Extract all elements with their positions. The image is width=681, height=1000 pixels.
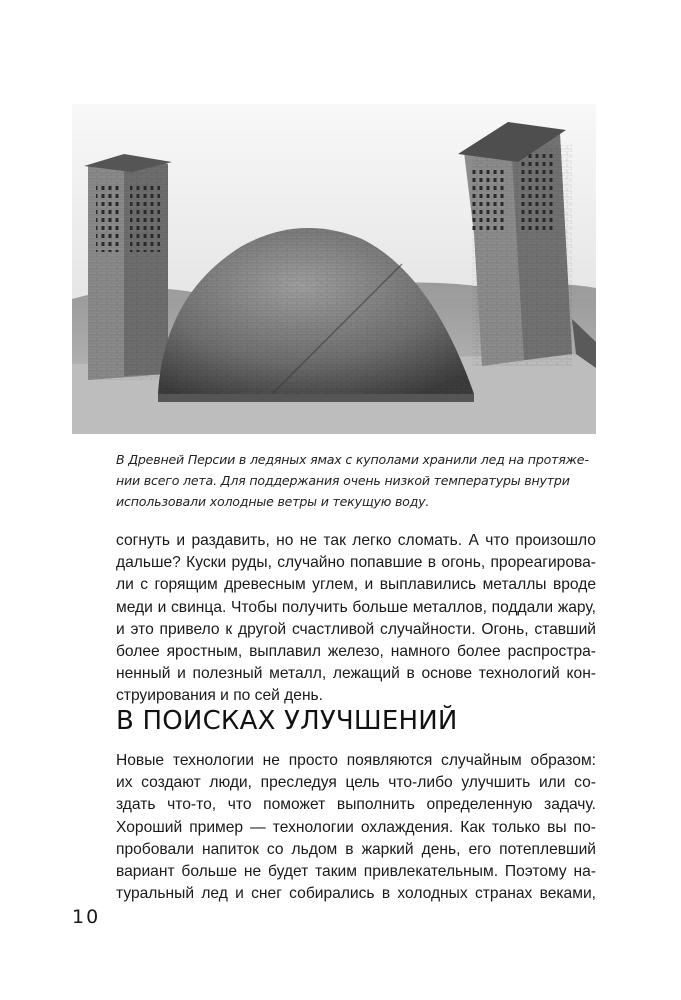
text-line: и это привело к другой счастливой случайности. Огонь, ставший xyxy=(116,620,596,638)
caption-line: нии всего лета. Для поддержания очень низкой температуры внутри xyxy=(116,473,570,488)
text-line: более яростным, выплавил железо, намного более распростра- xyxy=(116,643,596,661)
left-wind-tower xyxy=(84,154,172,380)
caption-line: В Древней Персии в ледяных ямах с куполами хранили лед на протяже- xyxy=(116,452,589,467)
text-line: их создают люди, преследуя цель что-либо улучшить или со- xyxy=(116,774,596,792)
text-line: туральный лед и снег собирались в холодных странах веками, xyxy=(116,885,596,903)
text-line: вариант больше не будет таким привлекательным. Поэтому на- xyxy=(116,863,596,881)
text-line: меди и свинца. Чтобы получить больше металлов, поддали жару, xyxy=(116,598,596,616)
text-line: пробовали напиток со льдом в жаркий день, его потеплевший xyxy=(116,840,596,858)
photo-caption xyxy=(116,449,596,512)
text-line: Хороший пример — технологии охлаждения. Как только вы по- xyxy=(116,818,596,836)
page-number: 10 xyxy=(72,906,101,928)
text-line: согнуть и раздавить, но не так легко сломать. А что произошло xyxy=(116,532,596,549)
paragraph-2 xyxy=(116,750,596,905)
text-line: струирования и по сей день. xyxy=(116,687,324,705)
section-heading: В ПОИСКАХ УЛУЧШЕНИЙ xyxy=(116,706,458,736)
text-line: ненный и полезный металл, лежащий в основе технологий кон- xyxy=(116,665,596,683)
text-line: дальше? Куски руды, случайно попавшие в огонь, прореагирова- xyxy=(116,554,596,572)
caption-line: использовали холодные ветры и текущую воду. xyxy=(116,494,430,509)
text-line: ли с горящим древесным углем, и выплавились металлы вроде xyxy=(116,576,596,594)
text-line: Новые технологии не просто появляются случайным образом: xyxy=(116,752,596,769)
photo-persian-ice-house xyxy=(72,104,596,434)
ice-house-illustration xyxy=(72,104,596,434)
paragraph-1 xyxy=(116,530,596,708)
text-line: здать что-то, что поможет выполнить определенную задачу. xyxy=(116,796,596,814)
